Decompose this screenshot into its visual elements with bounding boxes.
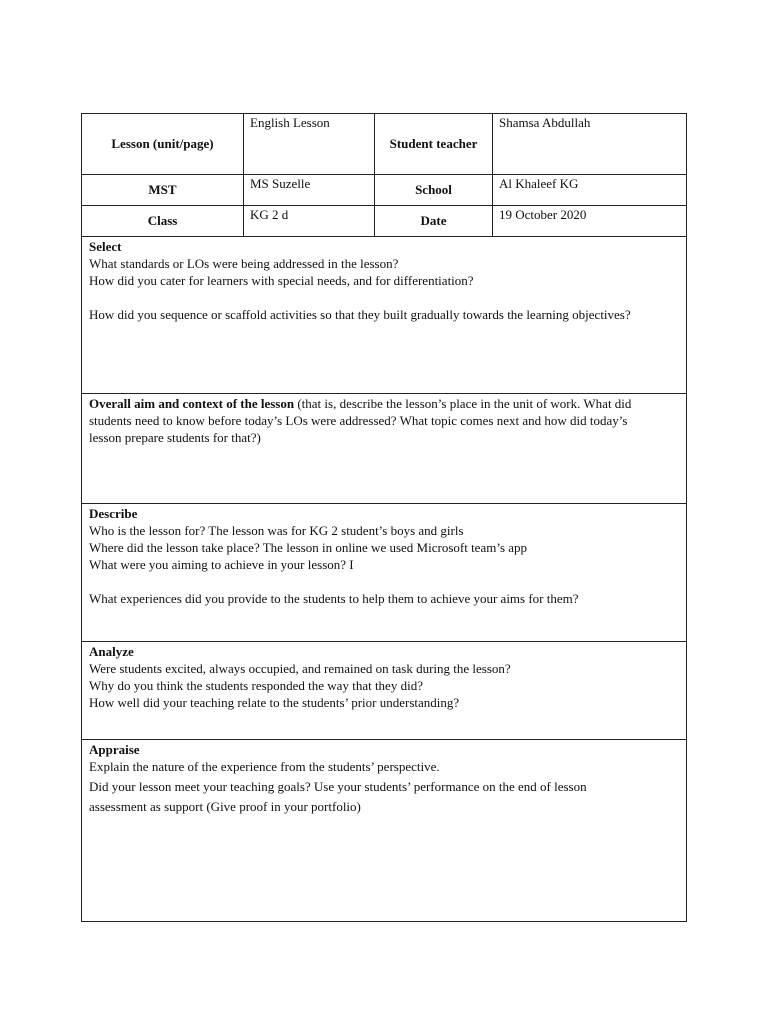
overall-aim-text-1: (that is, describe the lesson’s place in the unit of work. What did (294, 396, 632, 411)
header-row-class (82, 206, 686, 237)
student-teacher-label-cell (375, 114, 493, 174)
appraise-title: Appraise (89, 742, 140, 757)
header-row-lesson (82, 114, 686, 175)
mst-label-cell (82, 175, 244, 205)
select-question-3: How did you sequence or scaffold activities so that they built gradually towards the learning objectives? (89, 307, 631, 322)
select-section (82, 237, 686, 394)
lesson-label: Lesson (unit/page) (111, 136, 214, 151)
analyze-question-1: Were students excited, always occupied, and remained on task during the lesson? (89, 661, 511, 676)
appraise-question-1: Explain the nature of the experience from the students’ perspective. (89, 759, 440, 774)
class-value: KG 2 d (250, 207, 289, 222)
date-label: Date (420, 213, 447, 228)
describe-section (82, 504, 686, 642)
class-label: Class (147, 213, 178, 228)
lesson-value: English Lesson (250, 115, 330, 130)
school-label-cell (375, 175, 493, 205)
student-teacher-label: Student teacher (389, 136, 478, 151)
analyze-question-3: How well did your teaching relate to the students’ prior understanding? (89, 695, 460, 710)
select-title: Select (89, 239, 122, 254)
lesson-value-cell (244, 114, 375, 174)
overall-aim-title: Overall aim and context of the lesson (89, 396, 295, 411)
school-label: School (415, 182, 452, 197)
describe-question-2: Where did the lesson take place? The lesson in online we used Microsoft team’s app (89, 540, 528, 555)
analyze-question-2: Why do you think the students responded the way that they did? (89, 678, 423, 693)
school-value-cell (493, 175, 686, 205)
analyze-title: Analyze (89, 644, 134, 659)
describe-question-1: Who is the lesson for? The lesson was for KG 2 student’s boys and girls (89, 523, 464, 538)
student-teacher-value: Shamsa Abdullah (499, 115, 591, 130)
overall-aim-line-3: lesson prepare students for that?) (89, 430, 261, 445)
appraise-question-2-line-2: assessment as support (Give proof in your portfolio) (89, 799, 361, 814)
date-label-cell (375, 206, 493, 236)
analyze-section (82, 642, 686, 740)
describe-question-3: What were you aiming to achieve in your lesson? I (89, 557, 354, 572)
class-value-cell (244, 206, 375, 236)
lesson-reflection-form (81, 113, 687, 922)
date-value: 19 October 2020 (499, 207, 587, 222)
select-question-1: What standards or LOs were being addressed in the lesson? (89, 256, 399, 271)
mst-label: MST (148, 182, 177, 197)
appraise-question-2-line-1: Did your lesson meet your teaching goals? Use your students’ performance on the end of lesson (89, 779, 587, 794)
lesson-label-cell (82, 114, 244, 174)
overall-aim-line-2: students need to know before today’s LOs were addressed? What topic comes next and how did today’s (89, 413, 628, 428)
describe-title: Describe (89, 506, 138, 521)
header-row-mst (82, 175, 686, 206)
overall-aim-line-1 (89, 395, 679, 412)
spacer (89, 573, 679, 590)
describe-question-4: What experiences did you provide to the students to help them to achieve your aims for them? (89, 591, 579, 606)
student-teacher-value-cell (493, 114, 686, 174)
mst-value-cell (244, 175, 375, 205)
mst-value: MS Suzelle (250, 176, 311, 191)
class-label-cell (82, 206, 244, 236)
date-value-cell (493, 206, 686, 236)
overall-aim-section (82, 394, 686, 504)
school-value: Al Khaleef KG (499, 176, 579, 191)
appraise-section (82, 740, 686, 921)
select-question-2: How did you cater for learners with special needs, and for differentiation? (89, 273, 474, 288)
spacer (89, 289, 679, 306)
